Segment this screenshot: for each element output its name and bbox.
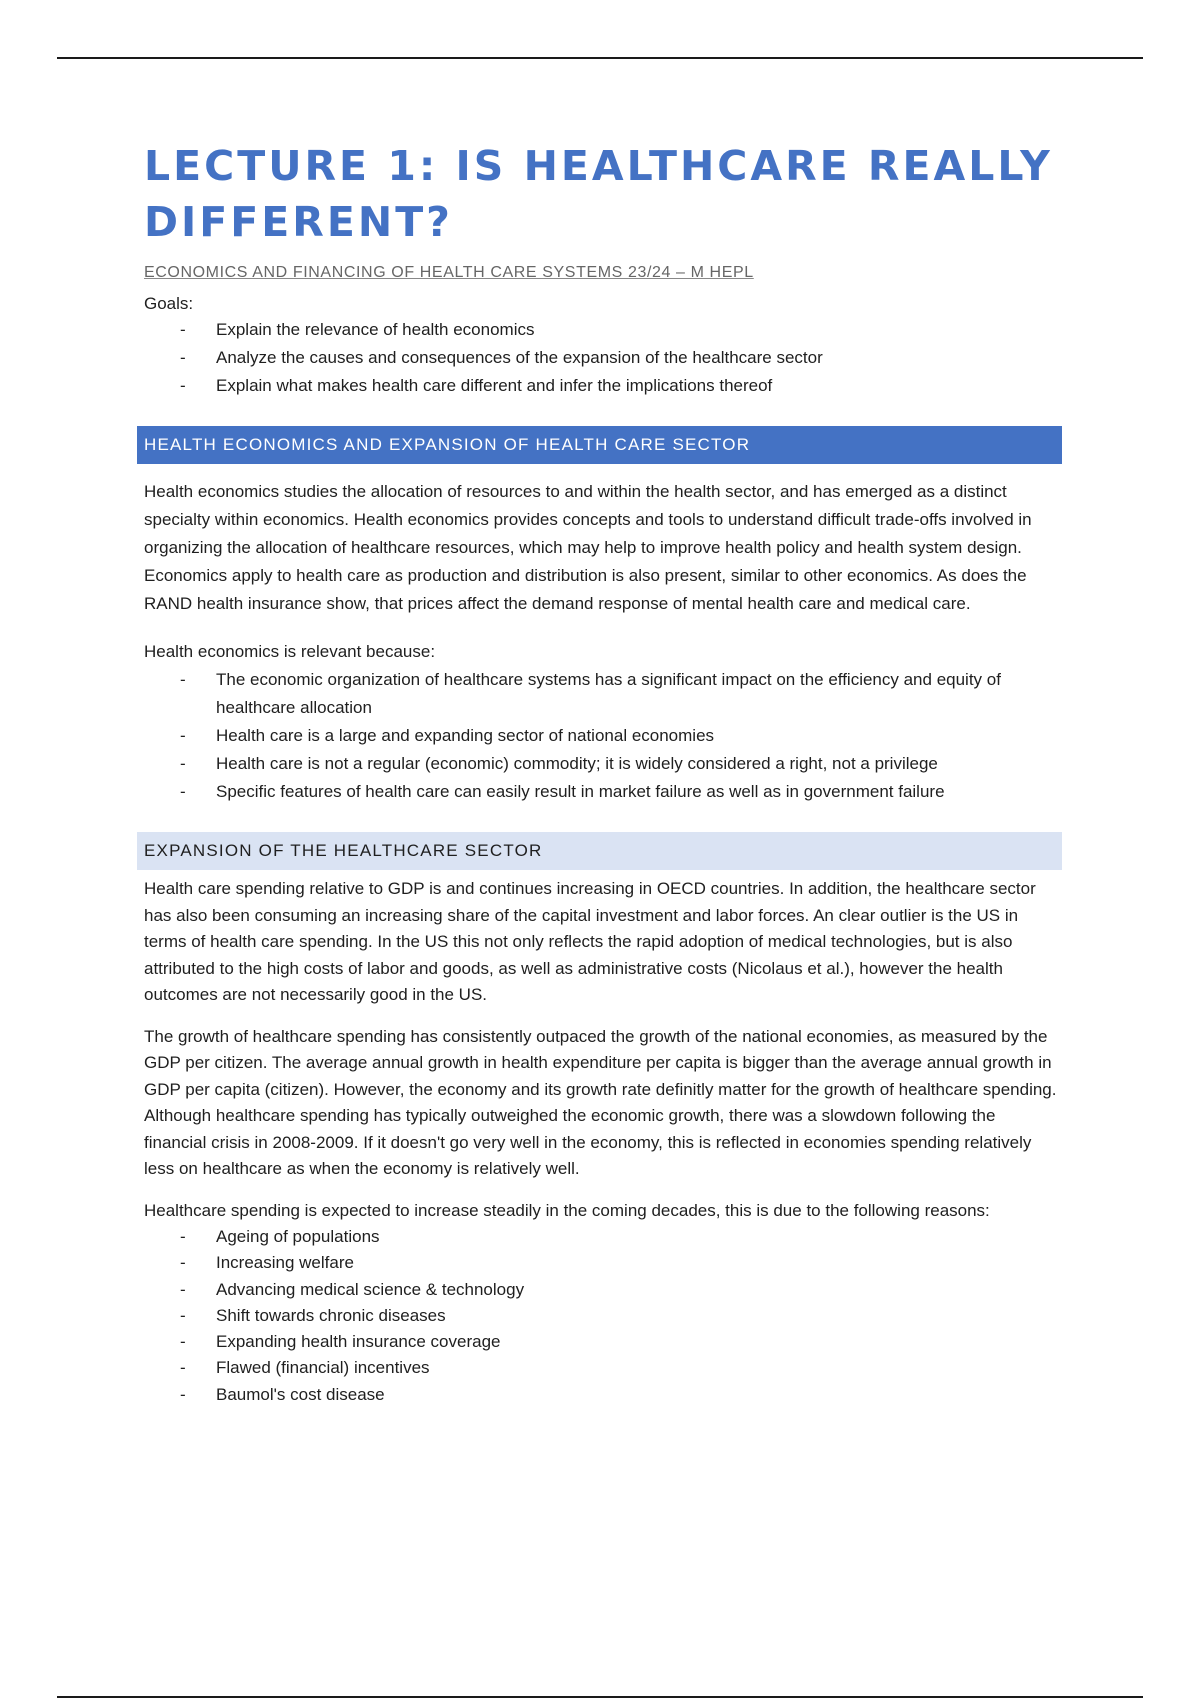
relevance-intro: Health economics is relevant because: bbox=[144, 642, 436, 661]
section2-paragraph-1: Health care spending relative to GDP is and continues increasing in OECD countries. In addition, the healthcare sector has also been consuming an increasing share of the capital investment and labor forces. An clear outlier is the US in terms of health care spending. In the US this not only reflects the rapid adoption of medical technologies, but is also attributed to the high costs of labor and goods, as well as administrative costs (Nicolaus et al.), however the health outcomes are not necessarily good in the US. bbox=[144, 879, 1036, 1004]
top-rule bbox=[57, 57, 1143, 59]
section2-paragraph-2: The growth of healthcare spending has consistently outpaced the growth of the national economies, as measured by the GDP per citizen. The average annual growth in health expenditure per capita is bigger than the average annual growth in GDP per capita (citizen). However, the economy and its growth rate definitly matter for the growth of healthcare spending. Although healthcare spending has typically outweighed the economic growth, there was a slowdown following the financial crisis in 2008-2009. If it doesn't go very well in the economy, this is reflected in economies spending relatively less on healthcare as when the economy is relatively well. bbox=[144, 1026, 1057, 1178]
relevance-list bbox=[144, 666, 1062, 806]
list-item: - Analyze the causes and consequences of the expansion of the healthcare sector bbox=[144, 344, 1062, 372]
list-item: - Health care is a large and expanding sector of national economies bbox=[144, 722, 1062, 750]
section2-paragraph-3: Healthcare spending is expected to increase steadily in the coming decades, this is due to the following reasons: bbox=[144, 1200, 990, 1220]
list-item: - Explain what makes health care different and infer the implications thereof bbox=[144, 372, 1062, 400]
dash-bullet: - bbox=[180, 726, 186, 745]
list-item: - Advancing medical science & technology bbox=[144, 1277, 1062, 1303]
bottom-rule bbox=[57, 1696, 1143, 1698]
page-title: LECTURE 1: IS HEALTHCARE REALLY DIFFERENT? bbox=[144, 142, 1053, 246]
goals-label: Goals: bbox=[144, 294, 194, 313]
list-item: - Expanding health insurance coverage bbox=[144, 1329, 1062, 1355]
section1-paragraph: Health economics studies the allocation of resources to and within the health sector, and has emerged as a distinct specialty within economics. Health economics provides concepts and tools to understand difficult trade-offs involved in organizing the allocation of healthcare resources, which may help to improve health policy and health system design. Economics apply to health care as production and distribution is also present, similar to other economics. As does the RAND health insurance show, that prices affect the demand response of mental health care and medical care. bbox=[144, 482, 1032, 613]
dash-bullet: - bbox=[180, 782, 186, 801]
list-item: - Specific features of health care can easily result in market failure as well as in government failure bbox=[144, 778, 1062, 806]
dash-bullet: - bbox=[180, 348, 186, 367]
list-item: - Shift towards chronic diseases bbox=[144, 1303, 1062, 1329]
dash-bullet: - bbox=[180, 1384, 186, 1404]
list-item: - Explain the relevance of health economics bbox=[144, 316, 1062, 344]
goals-list bbox=[144, 316, 1062, 400]
section-heading-expansion: EXPANSION OF THE HEALTHCARE SECTOR bbox=[137, 832, 1062, 870]
dash-bullet: - bbox=[180, 754, 186, 773]
dash-bullet: - bbox=[180, 376, 186, 395]
dash-bullet: - bbox=[180, 1227, 186, 1246]
dash-bullet: - bbox=[180, 1279, 186, 1299]
page-subtitle: ECONOMICS AND FINANCING OF HEALTH CARE SYSTEMS 23/24 – M HEPL bbox=[144, 264, 754, 281]
dash-bullet: - bbox=[180, 1358, 186, 1378]
list-item: - The economic organization of healthcare systems has a significant impact on the efficiency and equity of healthcare allocation bbox=[144, 666, 1062, 722]
reasons-list bbox=[144, 1224, 1062, 1408]
dash-bullet: - bbox=[180, 1253, 186, 1273]
list-item: - Ageing of populations bbox=[144, 1224, 1062, 1250]
dash-bullet: - bbox=[180, 670, 186, 689]
list-item: - Flawed (financial) incentives bbox=[144, 1355, 1062, 1381]
dash-bullet: - bbox=[180, 320, 186, 339]
section-heading-health-economics: HEALTH ECONOMICS AND EXPANSION OF HEALTH CARE SECTOR bbox=[137, 426, 1062, 464]
list-item: - Baumol's cost disease bbox=[144, 1382, 1062, 1408]
document-body bbox=[144, 138, 1062, 1408]
dash-bullet: - bbox=[180, 1332, 186, 1352]
dash-bullet: - bbox=[180, 1305, 186, 1325]
list-item: - Health care is not a regular (economic) commodity; it is widely considered a right, not a privilege bbox=[144, 750, 1062, 778]
list-item: - Increasing welfare bbox=[144, 1250, 1062, 1276]
